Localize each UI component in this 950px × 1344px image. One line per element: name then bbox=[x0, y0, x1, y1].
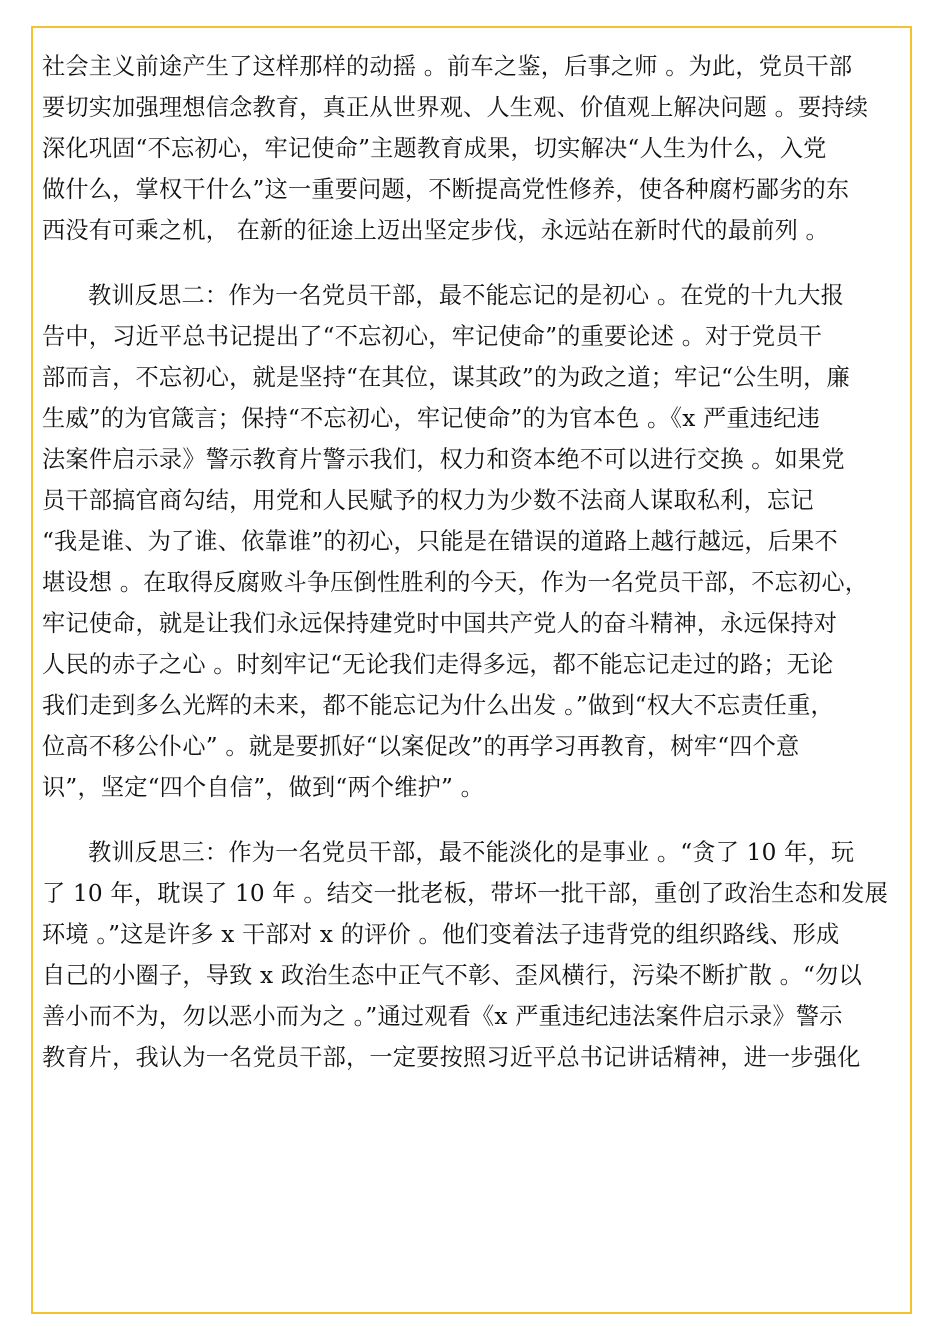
text-line: 教育片，我认为一名党员干部，一定要按照习近平总书记讲话精神，进一步强化 bbox=[42, 1044, 861, 1071]
text-line: 教训反思三：作为一名党员干部，最不能淡化的是事业 。“贪了 10 年，玩 bbox=[88, 839, 855, 866]
text-line: 教训反思二：作为一名党员干部，最不能忘记的是初心 。在党的十九大报 bbox=[88, 282, 844, 309]
paragraph-2 bbox=[42, 275, 914, 808]
text-line: “我是谁、为了谁、依靠谁”的初心，只能是在错误的道路上越行越远，后果不 bbox=[42, 528, 838, 555]
text-line: 识”，坚定“四个自信”，做到“两个维护” 。 bbox=[42, 774, 485, 801]
text-line: 要切实加强理想信念教育，真正从世界观、人生观、价值观上解决问题 。要持续 bbox=[42, 94, 869, 121]
text-line: 部而言，不忘初心，就是坚持“在其位，谋其政”的为政之道；牢记“公生明，廉 bbox=[42, 364, 850, 391]
text-line: 西没有可乘之机， 在新的征途上迈出坚定步伐，永远站在新时代的最前列 。 bbox=[42, 217, 829, 244]
text-line: 了 10 年，耽误了 10 年 。结交一批老板，带坏一批干部，重创了政治生态和发展 bbox=[42, 880, 889, 907]
text-line: 法案件启示录》警示教育片警示我们，权力和资本绝不可以进行交换 。如果党 bbox=[42, 446, 845, 473]
text-line: 员干部搞官商勾结，用党和人民赋予的权力为少数不法商人谋取私利，忘记 bbox=[42, 487, 814, 514]
document-body bbox=[42, 46, 914, 1078]
text-line: 做什么，掌权干什么”这一重要问题，不断提高党性修养，使各种腐朽鄙劣的东 bbox=[42, 176, 850, 203]
paragraph-spacer bbox=[42, 808, 914, 832]
text-line: 人民的赤子之心 。时刻牢记“无论我们走得多远，都不能忘记走过的路；无论 bbox=[42, 651, 834, 678]
text-line: 牢记使命，就是让我们永远保持建党时中国共产党人的奋斗精神，永远保持对 bbox=[42, 610, 838, 637]
text-line: 社会主义前途产生了这样那样的动摇 。前车之鉴，后事之师 。为此，党员干部 bbox=[42, 53, 853, 80]
paragraph-spacer bbox=[42, 251, 914, 275]
text-line: 位高不移公仆心” 。就是要抓好“以案促改”的再学习再教育，树牢“四个意 bbox=[42, 733, 800, 760]
text-line: 生威”的为官箴言；保持“不忘初心，牢记使命”的为官本色 。《x 严重违纪违 bbox=[42, 405, 820, 432]
text-line: 环境 。”这是许多 x 干部对 x 的评价 。他们变着法子违背党的组织路线、形成 bbox=[42, 921, 840, 948]
paragraph-3 bbox=[42, 832, 914, 1078]
text-line: 深化巩固“不忘初心，牢记使命”主题教育成果，切实解决“人生为什么，入党 bbox=[42, 135, 827, 162]
text-line: 自己的小圈子，导致 x 政治生态中正气不彰、歪风横行，污染不断扩散 。“勿以 bbox=[42, 962, 862, 989]
text-line: 善小而不为，勿以恶小而为之 。”通过观看《x 严重违纪违法案件启示录》警示 bbox=[42, 1003, 843, 1030]
text-line: 告中，习近平总书记提出了“不忘初心，牢记使命”的重要论述 。对于党员干 bbox=[42, 323, 823, 350]
text-line: 我们走到多么光辉的未来，都不能忘记为什么出发 。”做到“权大不忘责任重， bbox=[42, 692, 834, 719]
paragraph-1 bbox=[42, 46, 914, 251]
text-line: 堪设想 。在取得反腐败斗争压倒性胜利的今天，作为一名党员干部，不忘初心， bbox=[42, 569, 869, 596]
